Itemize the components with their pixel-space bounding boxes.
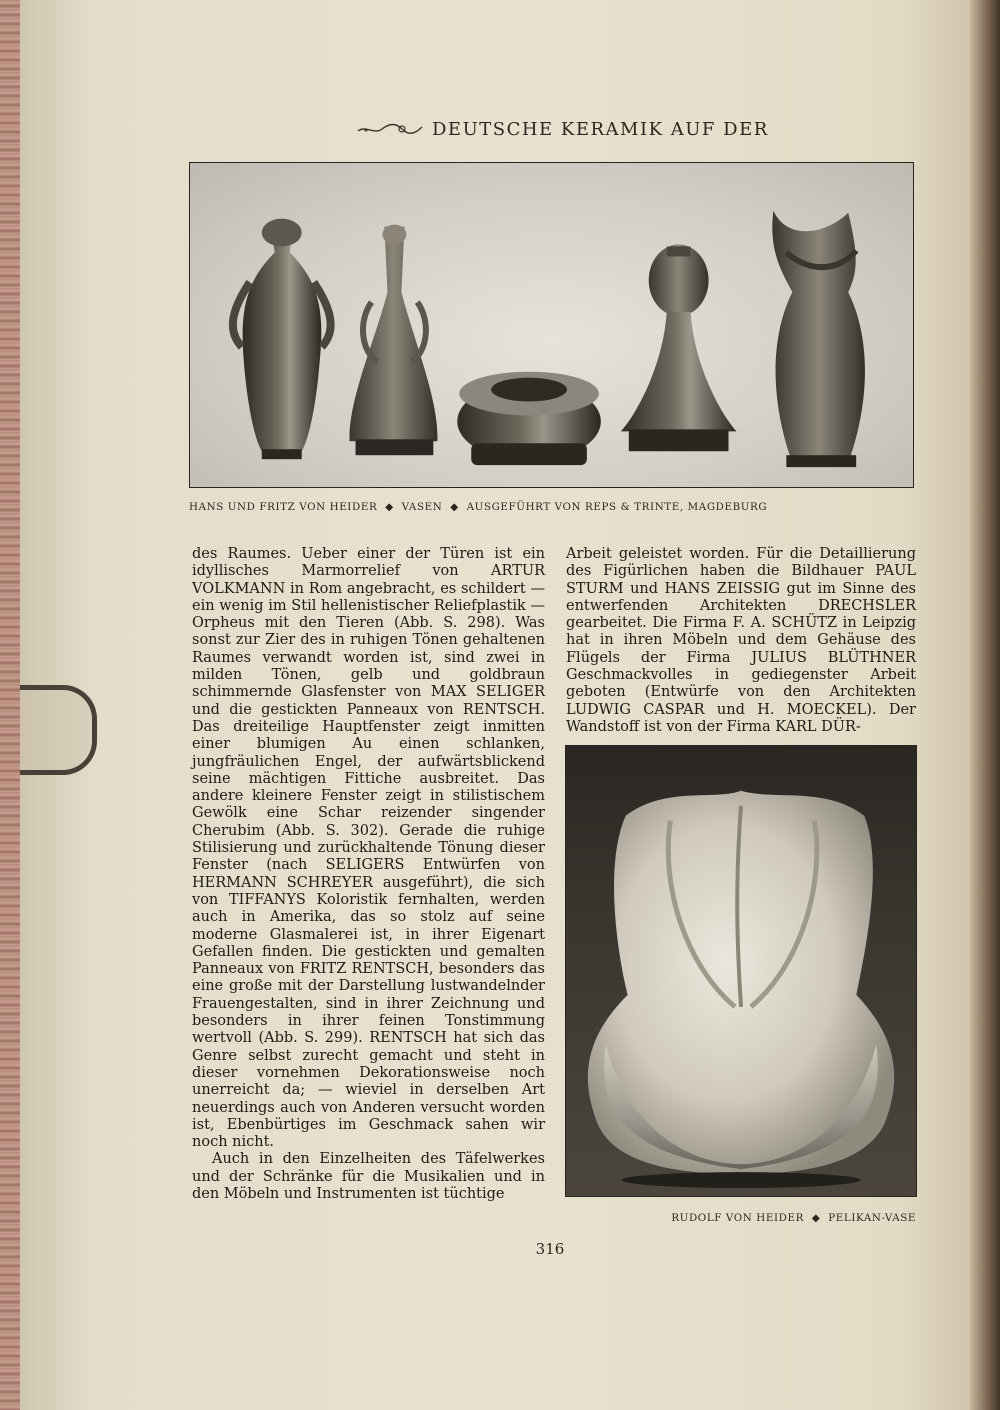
caption-vases [189, 501, 914, 513]
vase-2 [349, 225, 437, 456]
caption-pelican-title: PELIKAN-VASE [828, 1212, 916, 1224]
caption-separator-1: ◆ [385, 501, 394, 513]
paper-clip [20, 685, 97, 775]
page-number: 316 [535, 1240, 565, 1258]
vase-4 [621, 244, 737, 451]
pelican-vase [588, 791, 894, 1188]
running-head [356, 116, 776, 142]
caption-separator-2: ◆ [450, 501, 459, 513]
caption-vases-maker: AUSGEFÜHRT VON REPS & TRINTE, MAGDEBURG [466, 501, 768, 513]
right-column [566, 546, 916, 736]
vase-3-bowl [457, 372, 601, 465]
caption-vases-artists: HANS UND FRITZ VON HEIDER [189, 501, 378, 513]
caption-pelican [600, 1212, 916, 1224]
caption-pelican-artist: RUDOLF VON HEIDER [671, 1212, 804, 1224]
vase-5 [772, 211, 865, 467]
caption-vases-title: VASEN [401, 501, 443, 513]
book-edge-right [970, 0, 1000, 1410]
left-column [192, 546, 545, 1203]
vase-1 [233, 219, 331, 460]
left-paragraph-2: Auch in den Einzelheiten des Täfelwerkes und der Schränke für die Musikalien und in den Möbeln und Instrumenten ist tüchtige [192, 1151, 545, 1202]
right-paragraph-1: Arbeit geleistet worden. Für die Detaillierung des Figürlichen haben die Bildhauer PAUL STURM und HANS ZEISSIG gut im Sinne des entwerfenden Architekten DRECHSLER gearbeitet. Die Firma F. A. SCHÜTZ in Leipzig hat in ihren Möbeln und dem Gehäuse des Flügels der Firma JULIUS BLÜTHNER Geschmackvolles in gediegenster Arbeit geboten (Entwürfe von den Architekten LUDWIG CASPAR und H. MOECKEL). Der Wandstoff ist von der Firma KARL DÜR- [566, 546, 916, 735]
vases-photograph [189, 162, 914, 488]
pelican-vase-photograph [565, 745, 917, 1197]
ornament-icon [356, 121, 424, 137]
caption-separator-3: ◆ [811, 1212, 821, 1224]
running-head-title: DEUTSCHE KERAMIK AUF DER [432, 118, 769, 140]
left-paragraph-1: des Raumes. Ueber einer der Türen ist ein idyllisches Marmorrelief von ARTUR VOLKMANN in Rom angebracht, es schildert — ein wenig im Stil hellenistischer Reliefplastik — Orpheus mit den Tieren (Abb. S. 298). Was sonst zur Zier des in ruhigen Tönen gehaltenen Raumes verwandt worden ist, sind zwei in milden Tönen, gelb und goldbraun schimmernde Glasfenster von MAX SELIGER und die gestickten Panneaux von RENTSCH. Das dreiteilige Hauptfenster zeigt inmitten einer blumigen Au einen schlanken, jungfräulichen Engel, der aufwärtsblickend seine mächtigen Fittiche ausbreitet. Das andere kleinere Fenster zeigt in stilistischem Gewölk eine Schar reizender singender Cherubim (Abb. S. 302). Gerade die ruhige Stilisierung und zurückhaltende Tönung dieser Fenster (nach SELIGERS Entwürfen von HERMANN SCHREYER ausgeführt), die sich von TIFFANYS Koloristik fernhalten, werden auch in Amerika, das so stolz auf seine moderne Glasmalerei ist, in ihrer Eigenart Gefallen finden. Die gestickten und gemalten Panneaux von FRITZ RENTSCH, besonders das eine große mit der Darstellung lustwandelnder Frauengestalten, sind in ihrer Zeichnung und besonders in ihrer feinen Tonstimmung wertvoll (Abb. S. 299). RENTSCH hat sich das Genre selbst zurecht gemacht und steht in dieser vornehmen Dekorationsweise noch unerreicht da; — wieviel in derselben Art neuerdings auch von Anderen versucht worden ist, Ebenbürtiges im Geschmack sahen wir noch nicht. [192, 546, 545, 1151]
